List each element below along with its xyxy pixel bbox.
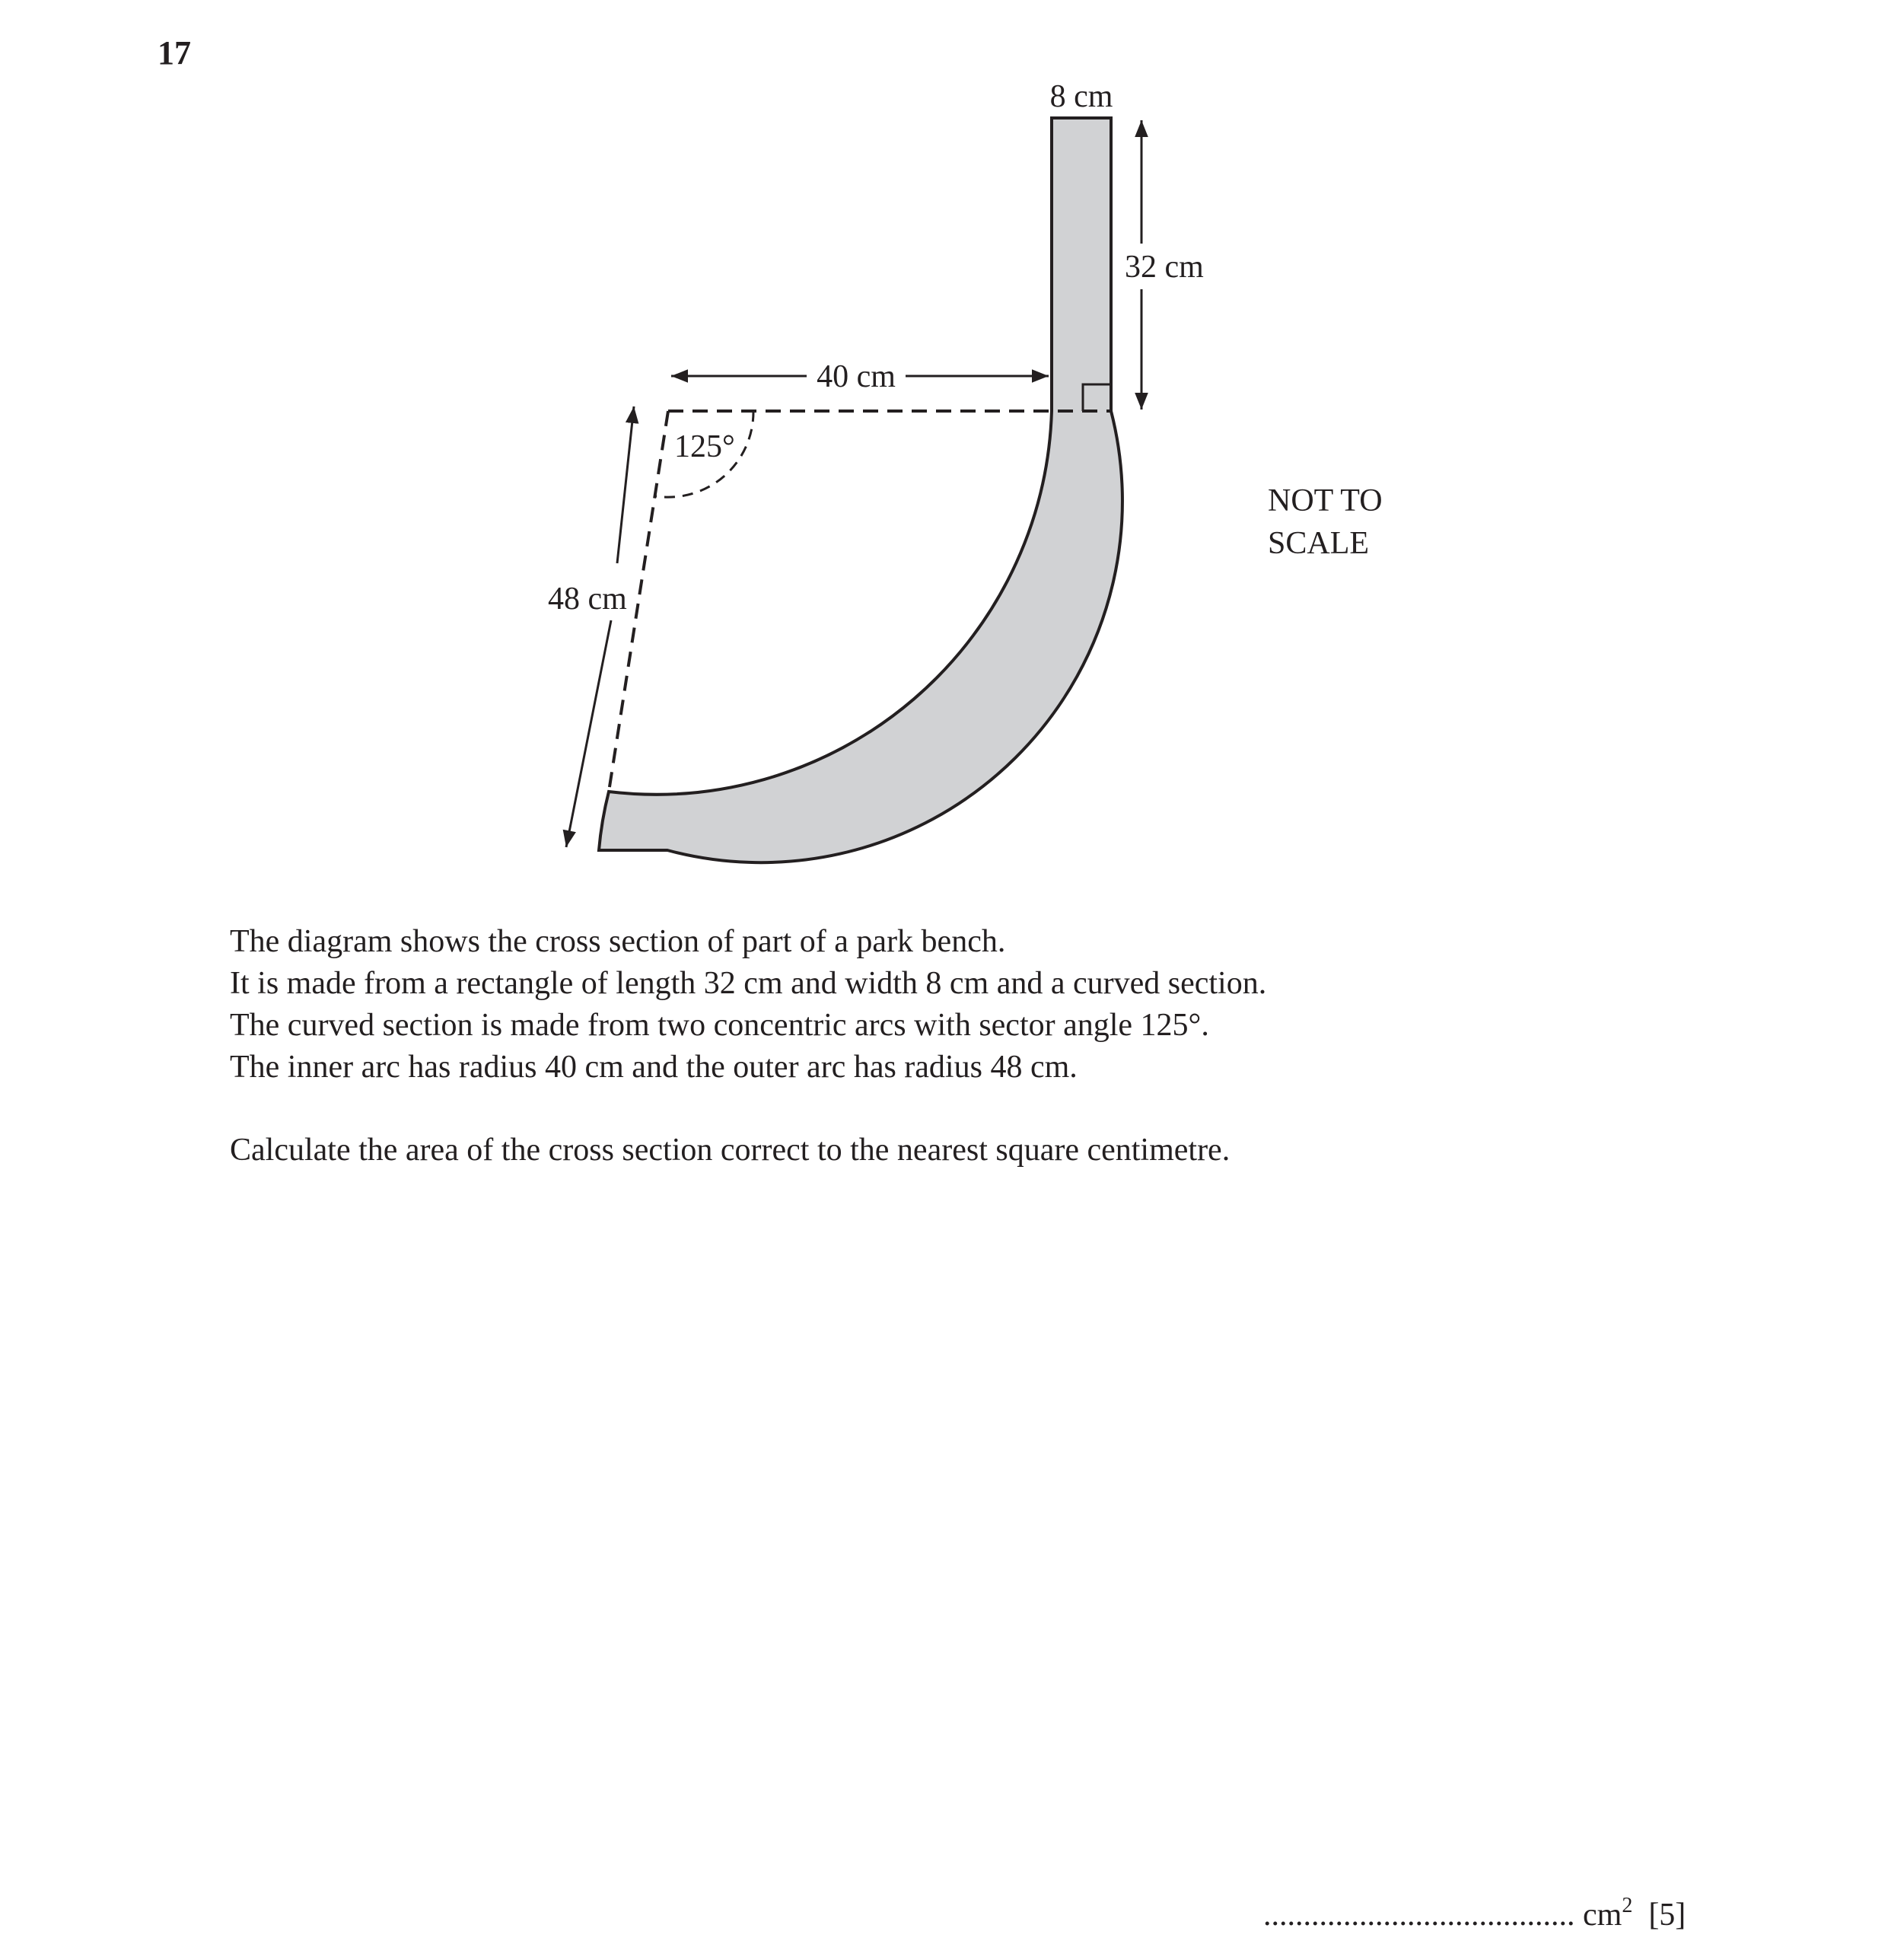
dimension-48cm-up-arrow <box>617 406 634 563</box>
text-line-2: It is made from a rectangle of length 32 cm and width 8 cm and a curved section. <box>230 966 1267 1001</box>
label-8cm: 8 cm <box>1049 79 1113 114</box>
answer-unit-power: 2 <box>1622 1894 1633 1917</box>
not-to-scale-line-2: SCALE <box>1268 526 1370 561</box>
label-48cm: 48 cm <box>548 582 627 617</box>
text-line-3: The curved section is made from two concentric arcs with sector angle 125°. <box>230 1008 1209 1043</box>
not-to-scale-line-1: NOT TO <box>1268 483 1383 518</box>
label-32cm: 32 cm <box>1125 250 1204 285</box>
answer-line <box>1263 1895 1686 1933</box>
not-to-scale-note <box>1268 480 1383 565</box>
label-angle-125: 125° <box>674 429 735 464</box>
instruction-text: Calculate the area of the cross section correct to the nearest square centimetre. <box>230 1133 1231 1168</box>
bench-cross-section-diagram <box>0 0 1888 913</box>
question-number: 17 <box>158 34 191 72</box>
label-40cm: 40 cm <box>817 359 896 394</box>
bench-shape <box>599 118 1122 862</box>
text-line-1: The diagram shows the cross section of part of a park bench. <box>230 924 1006 959</box>
answer-unit: cm <box>1583 1898 1622 1933</box>
marks-label: [5] <box>1648 1898 1686 1933</box>
text-line-4: The inner arc has radius 40 cm and the outer arc has radius 48 cm. <box>230 1050 1078 1085</box>
answer-dots[interactable]: ....................................... <box>1263 1898 1575 1933</box>
